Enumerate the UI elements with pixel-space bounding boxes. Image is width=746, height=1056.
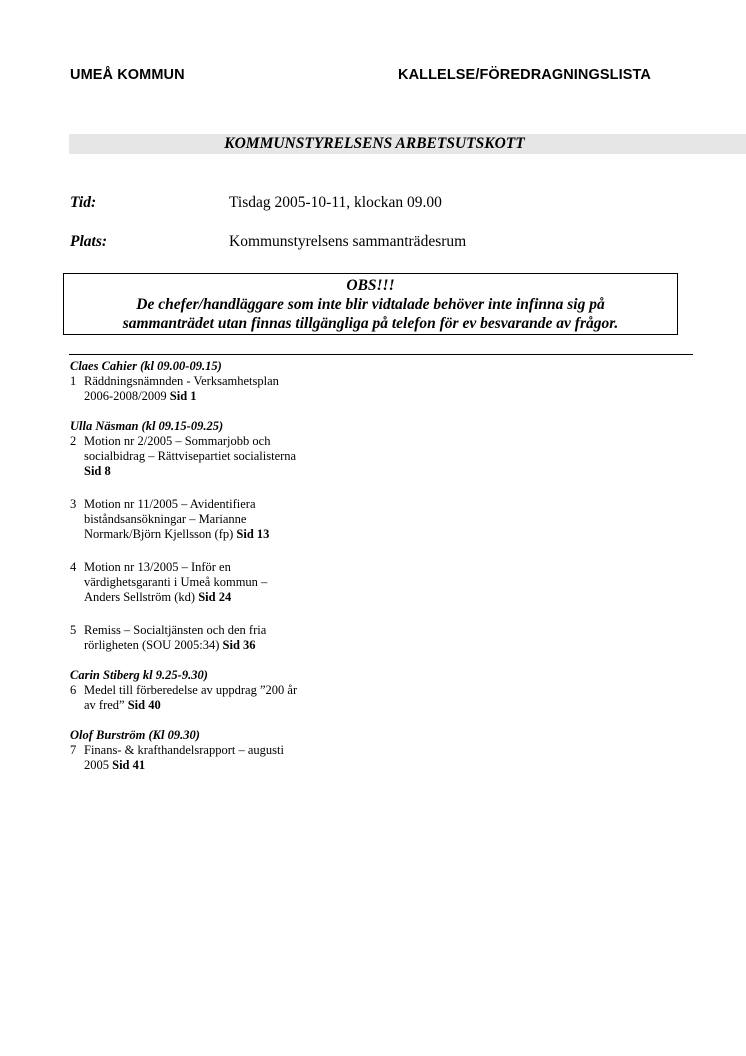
agenda-item bbox=[70, 683, 310, 713]
committee-banner bbox=[69, 134, 746, 154]
time-value: Tisdag 2005-10-11, klockan 09.00 bbox=[229, 194, 442, 211]
notice-title: OBS!!! bbox=[346, 277, 395, 294]
organization-name: UMEÅ KOMMUN bbox=[70, 67, 185, 83]
item-title: Motion nr 13/2005 – Inför en värdighetsgaranti i Umeå kommun – Anders Sellström (kd) bbox=[84, 560, 268, 604]
committee-title: KOMMUNSTYRELSENS ARBETSUTSKOTT bbox=[224, 135, 525, 152]
document-type: KALLELSE/FÖREDRAGNINGSLISTA bbox=[398, 67, 651, 83]
item-text-wrap bbox=[84, 743, 300, 773]
page-reference: Sid 13 bbox=[236, 527, 270, 541]
agenda-item bbox=[70, 743, 310, 773]
item-title: Motion nr 11/2005 – Avidentifiera biståndsansökningar – Marianne Normark/Björn Kjellsson (fp) bbox=[84, 497, 256, 541]
item-text-wrap bbox=[84, 374, 300, 404]
notice-box bbox=[63, 273, 678, 335]
place-label: Plats: bbox=[70, 233, 108, 250]
page-reference: Sid 1 bbox=[169, 389, 197, 403]
agenda-list bbox=[70, 359, 310, 788]
item-number: 5 bbox=[70, 623, 77, 637]
presenter-heading: Ulla Näsman (kl 09.15-09.25) bbox=[70, 419, 224, 433]
agenda-group bbox=[70, 419, 310, 653]
agenda-item bbox=[70, 623, 310, 653]
page-reference: Sid 36 bbox=[222, 638, 256, 652]
agenda-item bbox=[70, 374, 310, 404]
agenda-item bbox=[70, 560, 310, 605]
page-reference: Sid 24 bbox=[198, 590, 232, 604]
item-number: 7 bbox=[70, 743, 77, 757]
agenda-group bbox=[70, 668, 310, 713]
item-number: 4 bbox=[70, 560, 77, 574]
item-number: 2 bbox=[70, 434, 77, 448]
item-number: 1 bbox=[70, 374, 77, 388]
place-value: Kommunstyrelsens sammanträdesrum bbox=[229, 233, 467, 250]
notice-line-1: De chefer/handläggare som inte blir vidtalade behöver inte infinna sig på bbox=[136, 296, 605, 313]
item-title: Motion nr 2/2005 – Sommarjobb och socialbidrag – Rättvisepartiet socialisterna bbox=[84, 434, 297, 463]
agenda-item bbox=[70, 434, 310, 479]
page-reference: Sid 8 bbox=[84, 464, 111, 478]
presenter-heading: Claes Cahier (kl 09.00-09.15) bbox=[70, 359, 222, 373]
item-title: Medel till förberedelse av uppdrag ”200 år av fred” bbox=[84, 683, 298, 712]
presenter-heading: Carin Stiberg kl 9.25-9.30) bbox=[70, 668, 208, 682]
time-label: Tid: bbox=[70, 194, 97, 211]
item-title: Finans- & krafthandelsrapport – augusti 2005 bbox=[84, 743, 284, 772]
divider bbox=[69, 354, 693, 355]
item-number: 6 bbox=[70, 683, 77, 697]
item-text-wrap bbox=[84, 623, 300, 653]
page-reference: Sid 40 bbox=[127, 698, 161, 712]
item-text-wrap bbox=[84, 560, 300, 605]
item-text-wrap bbox=[84, 434, 300, 479]
notice-line-2: sammanträdet utan finnas tillgängliga på telefon för ev besvarande av frågor. bbox=[122, 315, 619, 332]
agenda-group bbox=[70, 728, 310, 773]
item-title: Räddningsnämnden - Verksamhetsplan 2006-2008/2009 bbox=[84, 374, 279, 403]
agenda-group bbox=[70, 359, 310, 404]
item-number: 3 bbox=[70, 497, 77, 511]
agenda-item bbox=[70, 497, 310, 542]
item-title: Remiss – Socialtjänsten och den fria rörligheten (SOU 2005:34) bbox=[84, 623, 267, 652]
item-text-wrap bbox=[84, 497, 300, 542]
page-reference: Sid 41 bbox=[112, 758, 146, 772]
item-text-wrap bbox=[84, 683, 300, 713]
presenter-heading: Olof Burström (Kl 09.30) bbox=[70, 728, 200, 742]
